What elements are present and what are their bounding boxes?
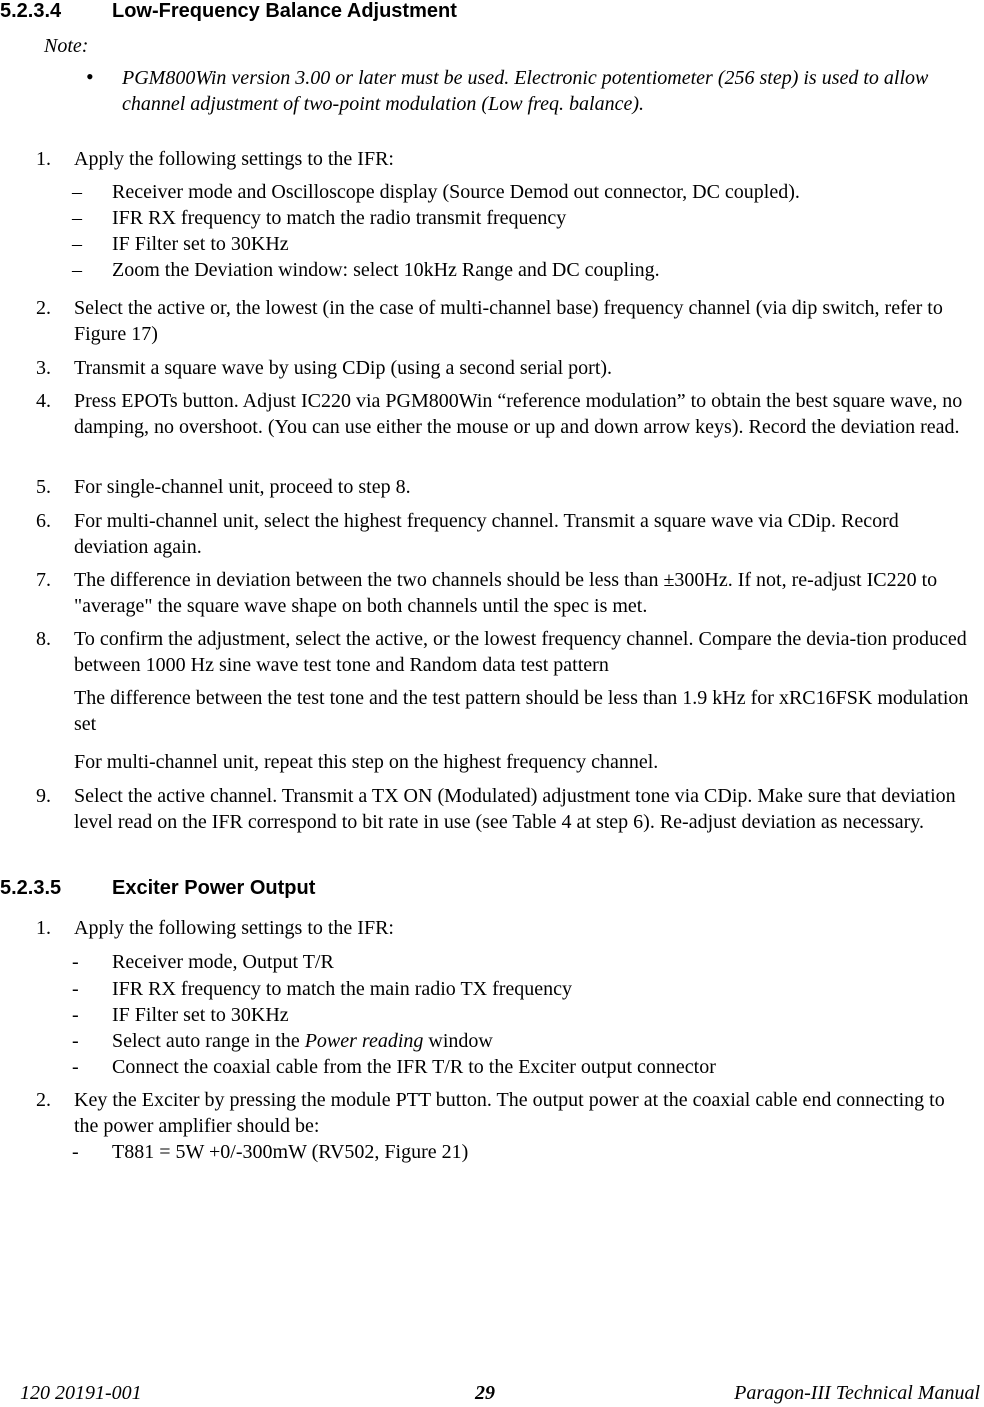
step-number: 3.: [36, 357, 51, 379]
dash-marker: -: [72, 1030, 79, 1052]
sub-item-text: T881 = 5W +0/-300mW (RV502, Figure 21): [112, 1141, 469, 1163]
step-number: 6.: [36, 510, 51, 532]
step-text: Key the Exciter by pressing the module PTT button. The output power at the coaxial cable end connecting to the power amplifier should be:: [74, 1089, 945, 1137]
step-number: 7.: [36, 569, 51, 591]
dash-marker: -: [72, 1056, 79, 1078]
sub-item-text: Receiver mode and Oscilloscope display (Source Demod out connector, DC coupled).: [112, 181, 800, 203]
section-number: 5.2.3.4: [0, 0, 62, 22]
step-8-paragraph: The difference between the test tone and the test pattern should be less than 1.9 kHz for xRC16FSK modulation set: [74, 687, 969, 735]
note-label: Note:: [44, 35, 89, 57]
step-number: 1.: [36, 148, 51, 170]
dash-marker: –: [72, 259, 82, 281]
sub-item-text: Receiver mode, Output T/R: [112, 951, 334, 973]
dash-marker: –: [72, 207, 82, 229]
step-number: 9.: [36, 785, 51, 807]
dash-marker: –: [72, 181, 82, 203]
footer-page-number: 29: [475, 1382, 495, 1404]
dash-marker: -: [72, 951, 79, 973]
step-text: For multi-channel unit, select the highest frequency channel. Transmit a square wave via CDip. Record deviation again.: [74, 510, 899, 558]
step-text: The difference in deviation between the two channels should be less than ±300Hz. If not, re-adjust IC220 to "average" the square wave shape on both channels until the spec is met.: [74, 569, 938, 617]
section-title: Low-Frequency Balance Adjustment: [112, 0, 457, 22]
sub-item-text-part: Select auto range in the: [112, 1030, 305, 1052]
dash-marker: -: [72, 1004, 79, 1026]
dash-marker: -: [72, 1141, 79, 1163]
dash-marker: -: [72, 978, 79, 1000]
step-number: 2.: [36, 1089, 51, 1111]
step-text: For single-channel unit, proceed to step 8.: [74, 476, 411, 498]
step-text: Transmit a square wave by using CDip (using a second serial port).: [74, 357, 613, 379]
sub-item-text-part: window: [423, 1030, 493, 1052]
dash-marker: –: [72, 233, 82, 255]
step-text: Apply the following settings to the IFR:: [74, 917, 394, 939]
sub-item-text: IFR RX frequency to match the radio transmit frequency: [112, 207, 567, 229]
section-title: Exciter Power Output: [112, 877, 316, 899]
step-text: Apply the following settings to the IFR:: [74, 148, 394, 170]
step-number: 4.: [36, 390, 51, 412]
sub-item-text: IFR RX frequency to match the main radio TX frequency: [112, 978, 573, 1000]
step-number: 1.: [36, 917, 51, 939]
sub-item-text: IF Filter set to 30KHz: [112, 1004, 289, 1026]
footer-doc-number: 120 20191-001: [20, 1382, 142, 1404]
sub-item-text: Connect the coaxial cable from the IFR T/R to the Exciter output connector: [112, 1056, 716, 1078]
sub-item-text: IF Filter set to 30KHz: [112, 233, 289, 255]
step-text: Select the active or, the lowest (in the case of multi-channel base) frequency channel (via dip switch, refer to Figure 17): [74, 297, 943, 345]
note-text: PGM800Win version 3.00 or later must be used. Electronic potentiometer (256 step) is used to allow channel adjustment of two-point modulation (Low freq. balance).: [122, 67, 929, 115]
footer-manual-title: Paragon-III Technical Manual: [734, 1382, 980, 1404]
step-text: To confirm the adjustment, select the active, or the lowest frequency channel. Compare the devia-tion produced between 1000 Hz sine wave test tone and Random data test pattern: [74, 628, 967, 676]
step-text: Select the active channel. Transmit a TX ON (Modulated) adjustment tone via CDip. Make sure that deviation level read on the IFR correspond to bit rate in use (see Table 4 at step 6). Re-adjust deviation as necessary.: [74, 785, 956, 833]
step-number: 2.: [36, 297, 51, 319]
step-8-paragraph: For multi-channel unit, repeat this step on the highest frequency channel.: [74, 751, 659, 773]
step-number: 8.: [36, 628, 51, 650]
bullet-icon: •: [86, 64, 94, 89]
step-text: Press EPOTs button. Adjust IC220 via PGM800Win “reference modulation” to obtain the best square wave, no damping, no overshoot. (You can use either the mouse or up and down arrow keys). Record the deviation read.: [74, 390, 963, 438]
sub-item-text: Zoom the Deviation window: select 10kHz Range and DC coupling.: [112, 259, 660, 281]
sub-item-text: [112, 1028, 972, 1054]
power-reading-window-name: Power reading: [304, 1030, 424, 1052]
section-number: 5.2.3.5: [0, 877, 62, 899]
step-number: 5.: [36, 476, 51, 498]
